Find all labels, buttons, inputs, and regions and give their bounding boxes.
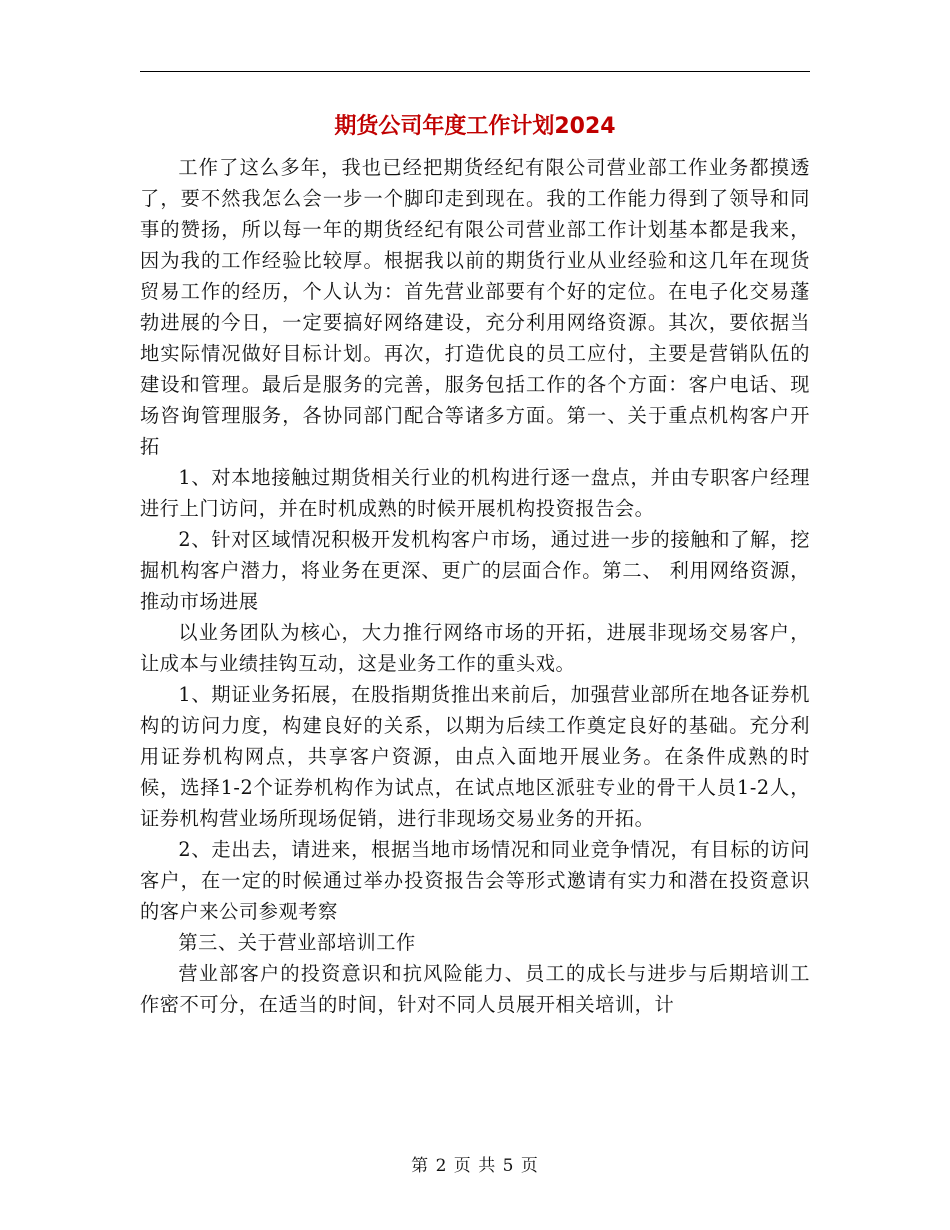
paragraph-intro: 工作了这么多年，我也已经把期货经纪有限公司营业部工作业务都摸透了，要不然我怎么会一步一个脚印走到现在。我的工作能力得到了领导和同事的赞扬，所以每一年的期货经纪有限公司营业部工作计划基本都是我来，因为我的工作经验比较厚。根据我以前的期货行业从业经验和这几年在现货贸易工作的经历，个人认为：首先营业部要有个好的定位。在电子化交易蓬勃进展的今日，一定要搞好网络建设，充分利用网络资源。其次，要依据当地实际情况做好目标计划。再次，打造优良的员工应付，主要是营销队伍的建设和管理。最后是服务的完善，服务包括工作的各个方面：客户电话、现场咨询管理服务，各协同部门配合等诸多方面。第一、关于重点机构客户开拓 [140,156,810,458]
paragraph-securities: 1、期证业务拓展，在股指期货推出来前后，加强营业部所在地各证券机构的访问力度，构建良好的关系，以期为后续工作奠定良好的基础。充分利用证券机构网点，共享客户资源，由点入面地开展业务。在条件成熟的时候，选择1-2个证券机构作为试点，在试点地区派驻专业的骨干人员1-2人，证券机构营业场所现场促销，进行非现场交易业务的开拓。 [140,683,810,830]
page-number-footer: 第 2 页 共 5 页 [411,1156,539,1176]
document-body [140,152,810,1020]
section-heading-training: 第三、关于营业部培训工作 [178,931,416,954]
header-rule [140,71,810,72]
document-title: 期货公司年度工作计划2024 [334,114,616,139]
paragraph-outreach: 2、走出去，请进来，根据当地市场情况和同业竞争情况，有目标的访问客户，在一定的时候通过举办投资报告会等形式邀请有实力和潜在投资意识的客户来公司参观考察 [140,838,810,923]
paragraph-item-1: 1、对本地接触过期货相关行业的机构进行逐一盘点，并由专职客户经理进行上门访问，并在时机成熟的时候开展机构投资报告会。 [140,466,810,520]
paragraph-item-2: 2、针对区域情况积极开发机构客户市场，通过进一步的接触和了解，挖掘机构客户潜力，将业务在更深、更广的层面合作。第二、 利用网络资源，推动市场进展 [140,528,810,613]
paragraph-training: 营业部客户的投资意识和抗风险能力、员工的成长与进步与后期培训工作密不可分，在适当的时间，针对不同人员展开相关培训，计 [140,962,810,1016]
paragraph-team: 以业务团队为核心，大力推行网络市场的开拓，进展非现场交易客户，让成本与业绩挂钩互动，这是业务工作的重头戏。 [140,621,810,675]
